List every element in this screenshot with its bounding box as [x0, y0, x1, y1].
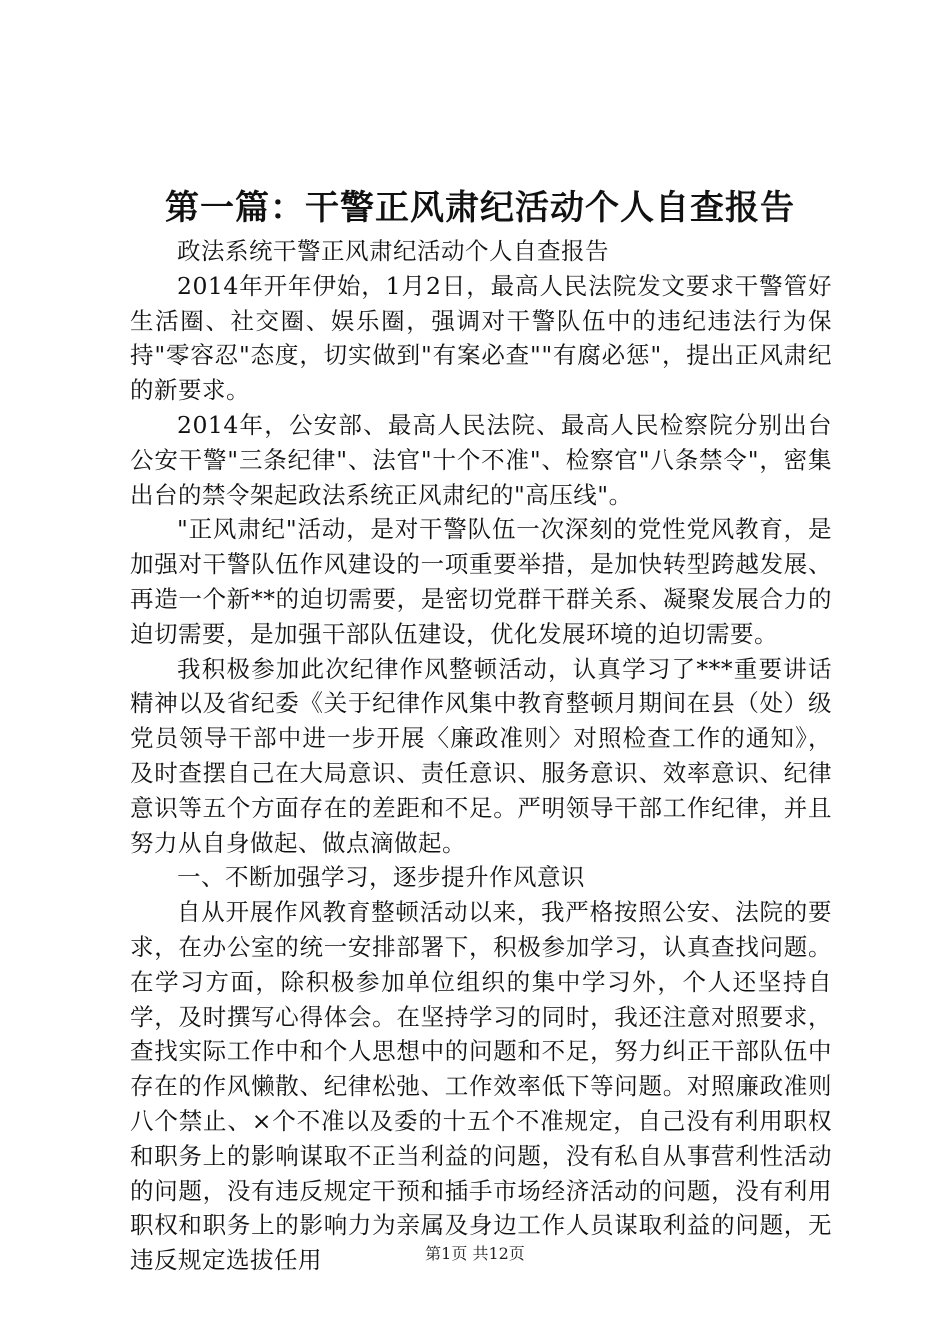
subtitle-paragraph: 政法系统干警正风肃纪活动个人自查报告	[177, 237, 609, 265]
body-paragraph: 我积极参加此次纪律作风整顿活动，认真学习了***重要讲话精神以及省纪委《关于纪律作风集中教育整顿月期间在县（处）级党员领导干部中进一步开展〈廉政准则〉对照检查工作的通知》，及时查摆自己在大局意识、责任意识、服务意识、效率意识、纪律意识等五个方面存在的差距和不足。严明领导干部工作纪律，并且努力从自身做起、做点滴做起。	[130, 654, 832, 857]
body-paragraph: 自从开展作风教育整顿活动以来，我严格按照公安、法院的要求，在办公室的统一安排部署下，积极参加学习，认真查找问题。在学习方面，除积极参加单位组织的集中学习外，个人还坚持自学，及时撰写心得体会。在坚持学习的同时，我还注意对照要求，查找实际工作中和个人思想中的问题和不足，努力纠正干部队伍中存在的作风懒散、纪律松弛、工作效率低下等问题。对照廉政准则八个禁止、×个不准以及委的十五个不准规定，自己没有利用职权和职务上的影响谋取不正当利益的问题，没有私自从事营利性活动的问题，没有违反规定干预和插手市场经济活动的问题，没有利用职权和职务上的影响力为亲属及身边工作人员谋取利益的问题，无违反规定选拔任用	[130, 898, 832, 1275]
document-body	[130, 234, 832, 1278]
document-title: 第一篇：干警正风肃纪活动个人自查报告	[165, 188, 795, 228]
body-paragraph: 2014年，公安部、最高人民法院、最高人民检察院分别出台公安干警"三条纪律"、法官"十个不准"、检察官"八条禁令"，密集出台的禁令架起政法系统正风肃纪的"高压线"。	[130, 410, 832, 509]
page-number-footer: 第1页 共12页	[425, 1244, 525, 1263]
section-heading: 一、不断加强学习，逐步提升作风意识	[177, 863, 585, 892]
body-paragraph: "正风肃纪"活动，是对干警队伍一次深刻的党性党风教育，是加强对干警队伍作风建设的一项重要举措，是加快转型跨越发展、再造一个新**的迫切需要，是密切党群干群关系、凝聚发展合力的迫切需要，是加强干部队伍建设，优化发展环境的迫切需要。	[130, 515, 832, 648]
body-paragraph: 2014年开年伊始，1月2日，最高人民法院发文要求干警管好生活圈、社交圈、娱乐圈，强调对干警队伍中的违纪违法行为保持"零容忍"态度，切实做到"有案必查""有腐必惩"，提出正风肃纪的新要求。	[130, 271, 832, 405]
